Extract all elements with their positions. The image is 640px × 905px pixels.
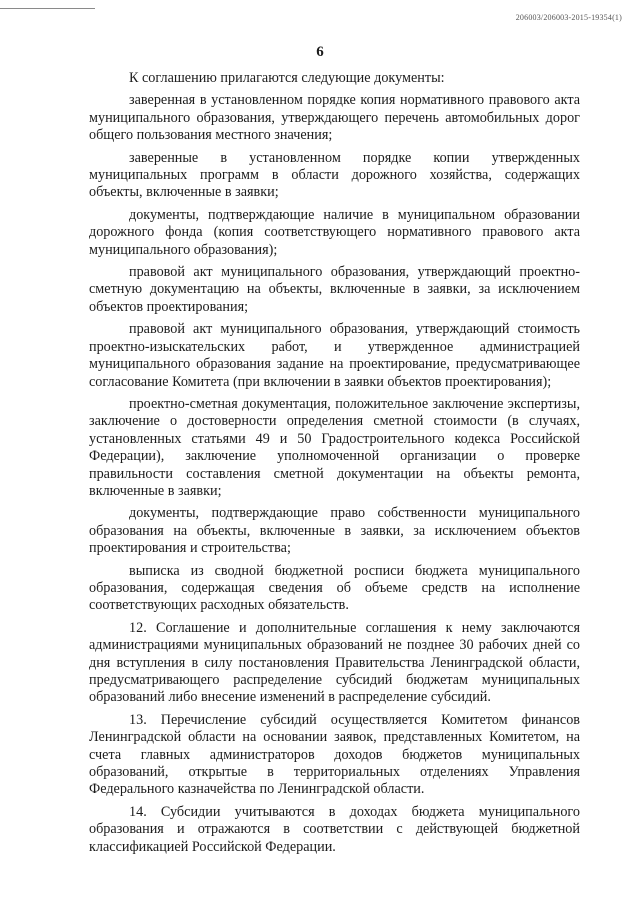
clause-14: 14. Субсидии учитываются в доходах бюджета муниципального образования и отражаются в соответствии с действующей бюджетной классификацией Российской Федерации. — [89, 803, 580, 855]
document-id: 206003/206003-2015-19354(1) — [515, 13, 622, 22]
clause-12: 12. Соглашение и дополнительные соглашения к нему заключаются администрациями муниципальных образований не позднее 30 рабочих дней со дня вступления в силу постановления Правительства Ленинградской области, предусматривающего распределение субсидий бюджетам муниципальных образований либо внесение изменений в распределение субсидий. — [89, 619, 580, 706]
attachment-item: документы, подтверждающие наличие в муниципальном образовании дорожного фонда (копия соответствующего нормативного правового акта муниципального образования); — [89, 206, 580, 258]
attachments-intro: К соглашению прилагаются следующие документы: — [129, 70, 445, 86]
document-body — [89, 70, 580, 856]
attachment-item: правовой акт муниципального образования, утверждающий проектно-сметную документацию на объекты, включенные в заявки, за исключением объектов проектирования; — [89, 264, 580, 315]
clause-13: 13. Перечисление субсидий осуществляется Комитетом финансов Ленинградской области на основании заявок, представленных Комитетом, на счета главных администраторов доходов бюджетов муниципальных образований, открытые в территориальных отделениях Управления Федерального казначейства по Ленинградской области. — [89, 711, 580, 798]
scan-edge-line — [0, 8, 95, 9]
attachment-item: документы, подтверждающие право собственности муниципального образования на объекты, включенные в заявки, за исключением объектов проектирования и строительства; — [89, 505, 580, 557]
page-number: 6 — [316, 44, 324, 60]
attachment-item: правовой акт муниципального образования, утверждающий стоимость проектно-изыскательских работ, и утвержденное администрацией муниципального образования задание на проектирование, предусматривающее согласование Комитета (при включении в заявки объектов проектирования); — [89, 321, 580, 390]
attachment-item: заверенная в установленном порядке копия нормативного правового акта муниципального образования, утверждающего перечень автомобильных дорог общего пользования местного значения; — [89, 92, 580, 144]
attachment-item: проектно-сметная документация, положительное заключение экспертизы, заключение о достоверности определения сметной стоимости (в случаях, установленных статьями 49 и 50 Градостроительного кодекса Российской Федерации), заключение уполномоченной организации о проверке правильности составления сметной документации на объекты ремонта, включенные в заявки; — [89, 395, 580, 499]
attachment-item: выписка из сводной бюджетной росписи бюджета муниципального образования, содержащая сведения об объеме средств на исполнение соответствующих расходных обязательств. — [89, 562, 580, 614]
attachment-item: заверенные в установленном порядке копии утвержденных муниципальных программ в области дорожного хозяйства, содержащих объекты, включенные в заявки; — [89, 149, 580, 201]
